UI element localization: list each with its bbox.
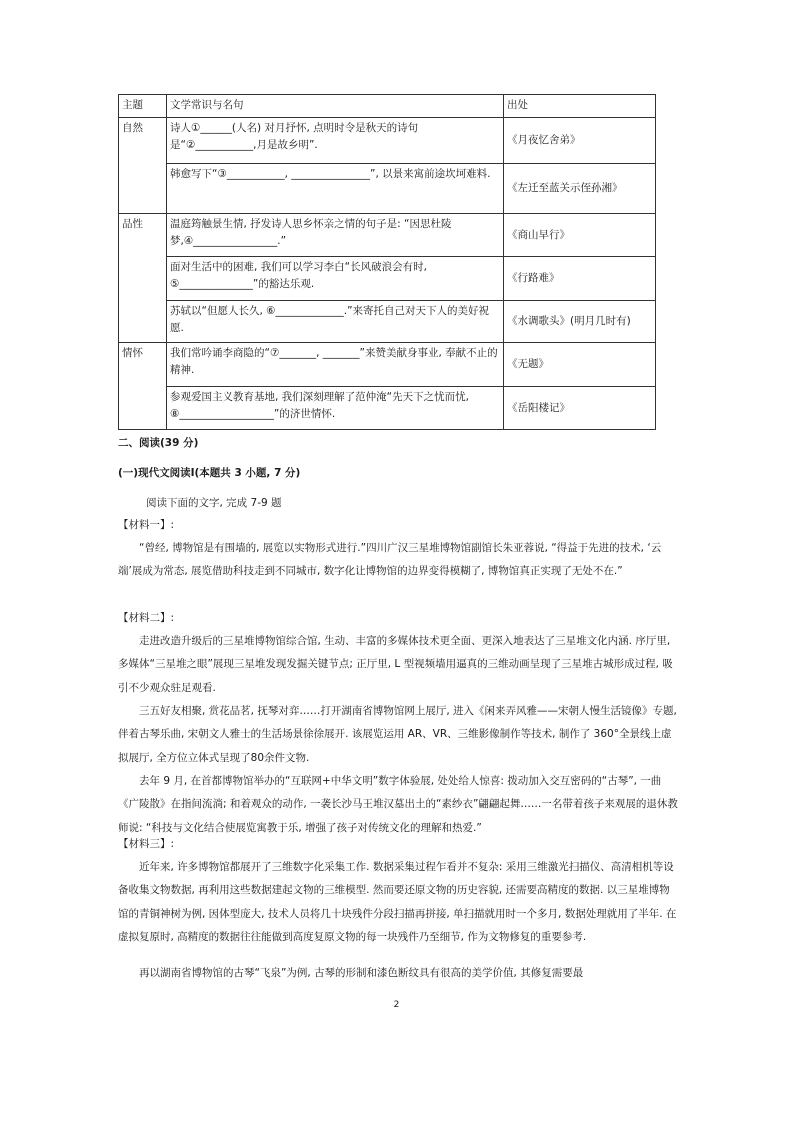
theme-cell: 品性 [119, 214, 167, 343]
literature-table [118, 94, 656, 430]
source-cell: 《岳阳楼记》 [504, 387, 656, 430]
source-cell: 《无题》 [504, 343, 656, 387]
material-2-paragraph: 三五好友相聚, 赏花品茗, 抚琴对弈……打开湖南省博物馆网上展厅, 进入《闲来弄风雅——宋朝人慢生活镜像》专题, 伴着古琴乐曲, 宋朝文人雅士的生活场景徐徐展开. 该展览运用 AR、VR、三维影像制作等技术, 制作了 360°全景线上虚拟展厅, 全方位立体式呈现了80余件文物. [118, 705, 677, 764]
source-cell: 《行路难》 [504, 257, 656, 301]
material-2-paragraph: 去年 9 月, 在首都博物馆举办的“互联网+中华文明”数字体验展, 处处给人惊喜: 拨动加入交互密码的“古琴”, 一曲《广陵散》在指间流淌; 和着观众的动作, 一袭长沙马王堆汉墓出土的“素纱衣”翩翩起舞……一名带着孩子来观展的退休教师说: “科技与文化结合使展览寓教于乐, 增强了孩子对传统文化的理解和热爱.” [118, 775, 678, 834]
table-row [119, 387, 656, 430]
material-3-paragraph: 近年来, 许多博物馆都展开了三维数字化采集工作. 数据采集过程乍看并不复杂: 采用三维激光扫描仪、高清相机等设备收集文物数据, 再利用这些数据建起文物的三维模型. 然而要还原文物的历史容貌, 还需要高精度的数据. 以三星堆博物馆的青铜神树为例, 因体型庞大, 技术人员将几十块残件分段扫描再拼接, 单扫描就用时一个多月, 数据处理就用了半年. 在虚拟复原时, 高精度的数据往往能做到高度复原文物的每一块残件乃至细节, 作为文物修复的重要参考. [118, 861, 677, 943]
reading-instruction: 阅读下面的文字, 完成 7-9 题 [146, 497, 282, 509]
material-1-paragraph: “曾经, 博物馆是有围墙的, 展览以实物形式进行.”四川广汉三星堆博物馆副馆长朱亚蓉说, “得益于先进的技术, ‘云端’展成为常态, 展览借助科技走到不同城市, 数字化让博物馆的边界变得模糊了, 博物馆真正实现了无处不在.” [118, 542, 662, 578]
material-3-paragraph: 再以湖南省博物馆的古琴“飞泉”为例, 古琴的形制和漆色断纹具有很高的美学价值, 其修复需要最 [139, 967, 584, 979]
table-header-row [119, 95, 656, 118]
header-theme: 主题 [119, 95, 167, 118]
source-cell: 《左迁至蓝关示侄孙湘》 [504, 164, 656, 214]
table-row [119, 257, 656, 301]
content-cell: 韩愈写下“③___________, _______________”, 以景来寓前途坎坷难料. [167, 164, 504, 214]
source-cell: 《月夜忆舍弟》 [504, 118, 656, 164]
source-cell: 《水调歌头》(明月几时有) [504, 301, 656, 343]
content-cell: 温庭筠触景生情, 抒发诗人思乡怀亲之情的句子是: “因思杜陵梦,④________________.” [167, 214, 504, 257]
table-row [119, 214, 656, 257]
content-cell: 诗人①______(人名) 对月抒怀, 点明时令是秋天的诗句是“②___________,月是故乡明”. [167, 118, 504, 164]
content-cell: 我们常吟诵李商隐的“⑦_______, _______”来赞美献身事业, 奉献不止的精神. [167, 343, 504, 387]
content-cell: 面对生活中的困难, 我们可以学习李白“长风破浪会有时, ⑤______________”的豁达乐观. [167, 257, 504, 301]
source-cell: 《商山早行》 [504, 214, 656, 257]
header-content: 文学常识与名句 [167, 95, 504, 118]
material-3-label: 【材料三】: [118, 838, 175, 850]
section-subtitle: (一)现代文阅读Ⅰ(本题共 3 小题, 7 分) [118, 467, 301, 479]
page-number: 2 [393, 1000, 400, 1010]
theme-cell: 自然 [119, 118, 167, 214]
material-2-paragraph: 走进改造升级后的三星堆博物馆综合馆, 生动、丰富的多媒体技术更全面、更深入地表达了三星堆文化内涵. 序厅里, 多媒体“三星堆之眼”展现三星堆发现发掘关键节点; 正厅里, L 型视频墙用逼真的三维动画呈现了三星堆古城形成过程, 吸引不少观众驻足观看. [118, 635, 673, 694]
table-row [119, 164, 656, 214]
table-row [119, 343, 656, 387]
material-2-label: 【材料二】: [118, 612, 175, 624]
theme-cell: 情怀 [119, 343, 167, 430]
section-title: 二、阅读(39 分) [118, 437, 199, 449]
table-row [119, 118, 656, 164]
header-source: 出处 [504, 95, 656, 118]
material-1-label: 【材料一】: [118, 519, 175, 531]
content-cell: 苏轼以“但愿人长久, ⑥_____________.”来寄托自己对天下人的美好祝愿. [167, 301, 504, 343]
table-row [119, 301, 656, 343]
content-cell: 参观爱国主义教育基地, 我们深刻理解了范仲淹“先天下之忧而忧, ⑧__________________”的济世情怀. [167, 387, 504, 430]
